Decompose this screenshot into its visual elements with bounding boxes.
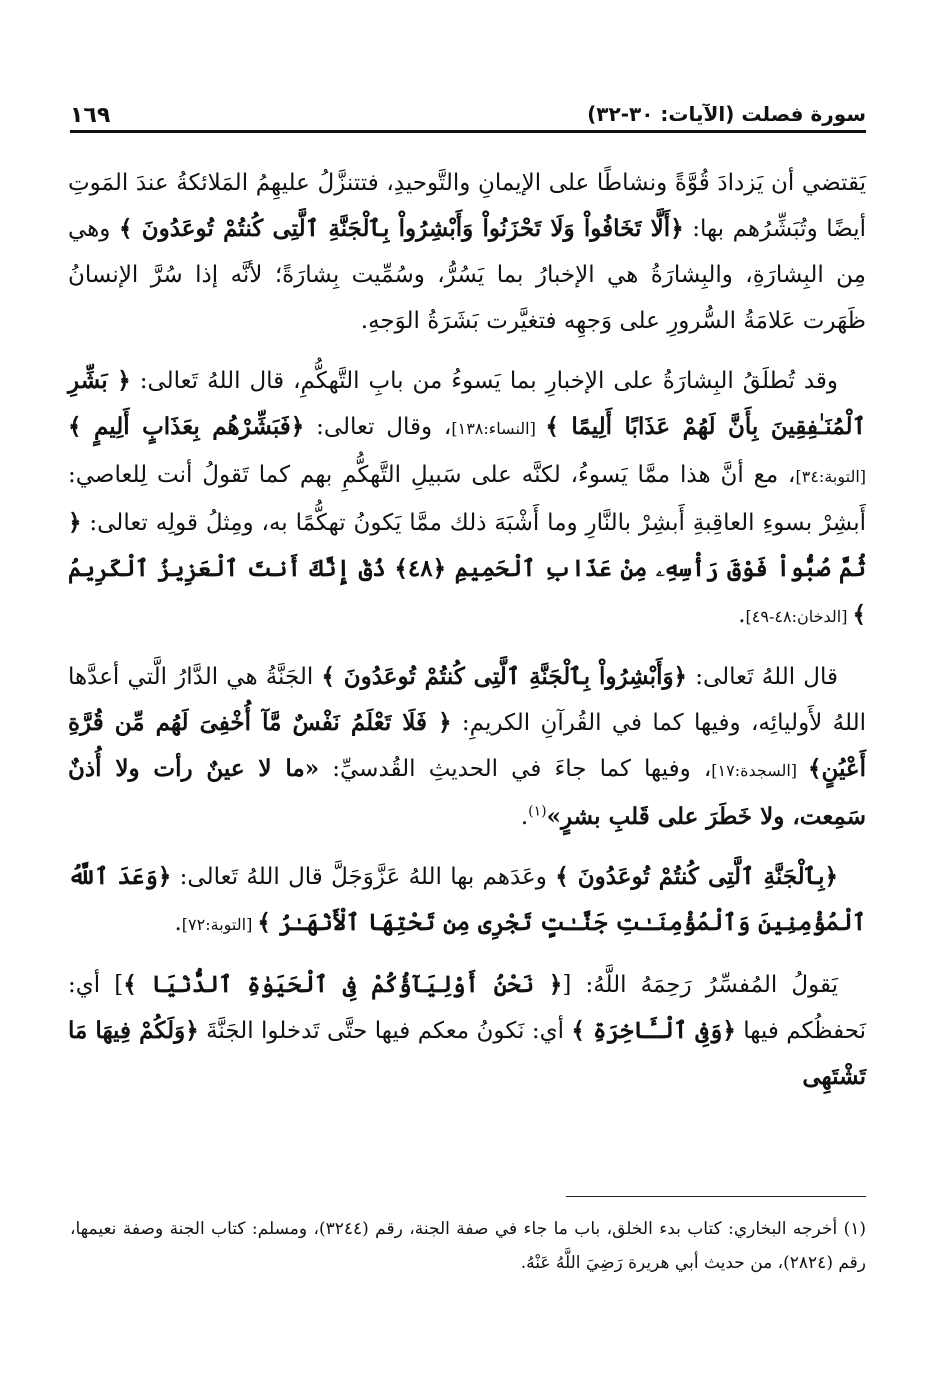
quran-verse: ﴿فَبَشِّرْهُم بِعَذَابٍ أَلِيمٍ ﴾	[68, 413, 305, 440]
quran-verse: ﴿وَفِى ٱلْـَٔاخِرَةِ ﴾	[571, 1017, 736, 1044]
text: وعَدَهم بها اللهُ عَزَّوَجَلَّ قال اللهُ تَعالى:	[171, 864, 556, 890]
text: .	[738, 602, 746, 628]
paragraph-4	[68, 854, 866, 948]
hadith-quote: «ما لا عينٌ رأت ولا أُذنٌ سَمِعت، ولا خَطَرَ على قَلبِ بشرٍ»	[68, 755, 866, 830]
text: الجَنَّةُ هي الدَّارُ الَّتي أعدَّها اللهُ لأَوليائِه، وفيها كما في القُرآنِ الكريمِ:	[68, 664, 866, 736]
paragraph-1	[68, 160, 866, 344]
text: ، وفيها كما جاءَ في الحديثِ القُدسيِّ:	[319, 756, 712, 782]
text: .	[174, 910, 182, 936]
text: قال اللهُ تَعالى:	[687, 664, 839, 690]
paragraph-2	[68, 358, 866, 640]
quran-verse: ﴿ بَشِّرِ ٱلْمُنَـٰفِقِينَ بِأَنَّ لَهُمْ عَذَابًا أَلِيمًا ﴾	[68, 367, 867, 440]
paragraph-3	[68, 654, 866, 840]
page-header	[70, 96, 866, 133]
text: وقد تُطلَقُ البِشارَةُ على الإخبارِ بما يَسوءُ من بابِ التَّهكُّمِ، قال اللهُ تَعالى:	[130, 368, 839, 394]
text: .	[520, 804, 529, 830]
footnote: (١) أخرجه البخاري: كتاب بدء الخلق، باب ما جاء في صفة الجنة، رقم (٣٢٤٤)، ومسلم: كتاب الجنة وصفة نعيمها، رقم (٢٨٢٤)، من حديث أبي هريرة رَضِيَ اللَّهُ عَنْهُ.	[70, 1219, 866, 1273]
quran-verse: ﴿أَلَّا تَخَافُواْ وَلَا تَحْزَنُواْ وَأَبْشِرُواْ بِٱلْجَنَّةِ ٱلَّتِى كُنتُمْ تُوعَدُونَ ﴾	[118, 215, 684, 242]
text: يَقولُ المُفسِّرُ رَحِمَهُ اللَّهُ: [	[562, 972, 838, 998]
verse-reference: [الدخان:٤٨-٤٩]	[745, 607, 853, 626]
page-body	[68, 160, 866, 1114]
text: ، مع أنَّ هذا ممَّا يَسوءُ، لكنَّه على سَبيلِ التَّهكُّمِ بهم كما تَقولُ أنت لِلعاصي: أَبشِرْ بسوءِ العاقِبةِ أَبشِرْ بالنَّارِ وما أَشْبَهَ ذلك ممَّا يَكونُ تهكُّمًا به، ومِثلُ قولِه تعالى:	[68, 462, 866, 536]
text: أي: نَكونُ معكم فيها حتَّى تَدخلوا الجَنَّةَ	[198, 1018, 572, 1044]
paragraph-5	[68, 962, 866, 1100]
footnote-marker[interactable]: (١)	[528, 803, 547, 820]
quran-verse: ﴿بِٱلْجَنَّةِ ٱلَّتِى كُنتُمْ تُوعَدُونَ ﴾	[555, 863, 839, 890]
verse-reference: [التوبة:٣٤]	[795, 467, 866, 486]
verse-reference: [التوبة:٧٢]	[181, 915, 258, 934]
verse-reference: [السجدة:١٧]	[711, 761, 808, 780]
text: ، وقال تعالى:	[304, 414, 452, 440]
quran-verse: ﴿وَعَدَ ٱللَّهُ ٱلْمُؤْمِنِينَ وَٱلْمُؤْمِنَـٰتِ جَنَّـٰتٍ تَجْرِى مِن تَحْتِهَا ٱلْأَنْهَـٰرُ ﴾	[68, 863, 866, 936]
quran-verse: ﴿ نَحْنُ أَوْلِيَآؤُكُمْ فِى ٱلْحَيَوٰةِ ٱلدُّنْيَا ﴾	[123, 971, 563, 998]
text: وهي مِن البِشارَةِ، والبِشارَةُ هي الإخبارُ بما يَسُرُّ، وسُمِّيت بِشارَةً؛ لأنَّه إذا سُرَّ الإنسانُ ظَهَرت عَلامَةُ السُّرورِ على وَجهِه فتغيَّرت بَشَرَةُ الوَجهِ.	[68, 216, 866, 334]
verse-reference: [النساء:١٣٨]	[451, 419, 546, 438]
quran-verse: ﴿وَأَبْشِرُواْ بِٱلْجَنَّةِ ٱلَّتِى كُنتُمْ تُوعَدُونَ ﴾	[321, 663, 688, 690]
footnote-divider	[566, 1196, 866, 1197]
quran-verse: ﴿ فَلَا تَعْلَمُ نَفْسٌ مَّآ أُخْفِىَ لَهُم مِّن قُرَّةِ أَعْيُنٍ﴾	[68, 709, 867, 782]
surah-title: سورة فصلت (الآيات: ٣٠-٣٢)	[587, 102, 866, 126]
text: يَقتضي أن يَزدادَ قُوَّةً ونشاطًا على الإيمانِ والتَّوحيدِ، فتتنزَّلُ عليهِمُ المَلائكةُ عندَ المَوتِ أيضًا وتُبَشِّرُهم بها:	[68, 170, 866, 242]
quran-verse: ﴿وَلَكُمْ فِيهَا مَا تَشْتَهِى	[68, 1017, 866, 1090]
quran-verse: ﴿ ثُمَّ صُبُّواْ فَوْقَ رَأْسِهِۦ مِنْ عَذَابِ ٱلْحَمِيمِ ﴿٤٨﴾ ذُقْ إِنَّكَ أَنتَ ٱلْعَزِيزُ ٱلْكَرِيمُ ﴾	[68, 509, 866, 628]
text: ] أي: نَحفظُكم فيها	[68, 972, 866, 1044]
page-number: ١٦٩	[70, 103, 111, 128]
